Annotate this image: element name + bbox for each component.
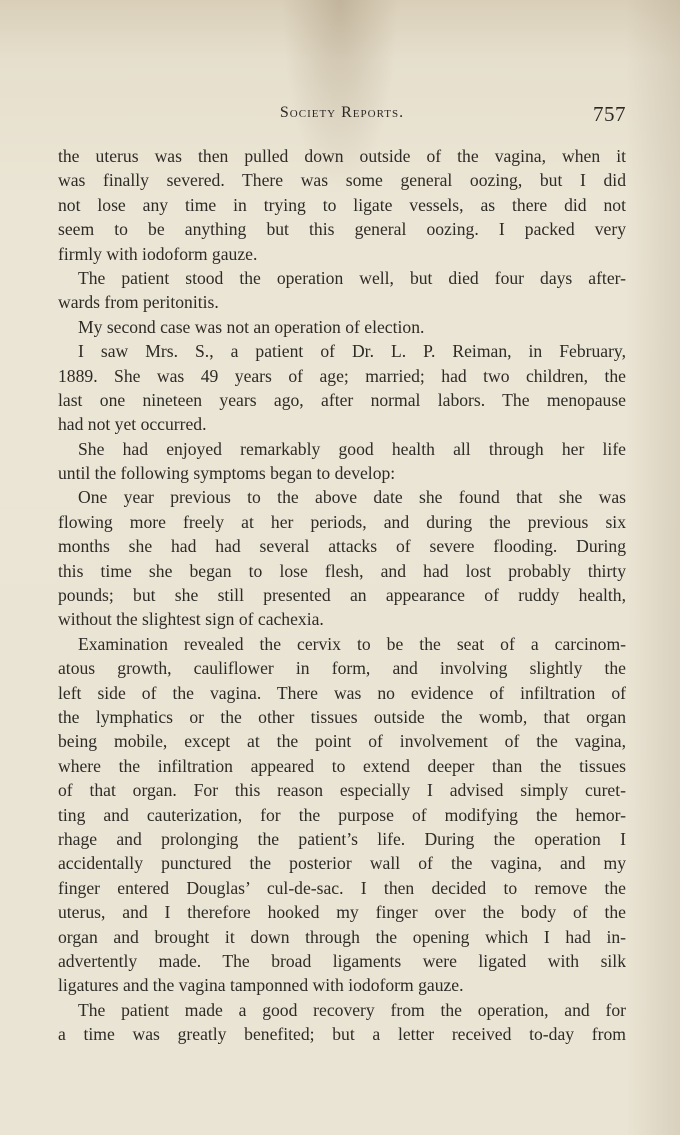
- text-line: of that organ. For this reason especially I advised simply curet-: [58, 780, 626, 801]
- text-line: The patient made a good recovery from the operation, and for: [78, 999, 626, 1020]
- text-line: advertently made. The broad ligaments were ligated with silk: [58, 950, 626, 971]
- text-line: One year previous to the above date she found that she was: [78, 487, 626, 508]
- text-line: flowing more freely at her periods, and during the previous six: [58, 511, 626, 532]
- text-line: finger entered Douglas’ cul-de-sac. I then decided to remove the: [58, 877, 626, 898]
- text-line: She had enjoyed remarkably good health all through her life: [78, 438, 626, 459]
- text-line: left side of the vagina. There was no evidence of infiltration of: [58, 682, 626, 703]
- text-line: had not yet occurred.: [58, 414, 207, 435]
- text-line: My second case was not an operation of election.: [78, 316, 425, 337]
- running-title: Society Reports.: [279, 104, 405, 121]
- text-line: wards from peritonitis.: [58, 292, 219, 313]
- text-line: this time she began to lose flesh, and had lost probably thirty: [58, 560, 626, 581]
- text-line: was finally severed. There was some general oozing, but I did: [58, 170, 626, 191]
- text-line: ligatures and the vagina tamponned with iodoform gauze.: [58, 975, 464, 996]
- text-line: atous growth, cauliflower in form, and involving slightly the: [58, 658, 626, 679]
- text-line: the lymphatics or the other tissues outside the womb, that organ: [58, 706, 626, 727]
- text-line: pounds; but she still presented an appearance of ruddy health,: [58, 585, 626, 606]
- text-line: firmly with iodoform gauze.: [58, 243, 258, 264]
- page-number: 757: [593, 102, 626, 126]
- text-line: a time was greatly benefited; but a letter received to-day from: [58, 1024, 626, 1045]
- text-line: accidentally punctured the posterior wall of the vagina, and my: [58, 853, 626, 874]
- text-line: ting and cauterization, for the purpose of modifying the hemor-: [58, 804, 626, 825]
- text-line: I saw Mrs. S., a patient of Dr. L. P. Reiman, in February,: [78, 341, 626, 362]
- body-text: [58, 144, 626, 1046]
- text-line: 1889. She was 49 years of age; married; had two children, the: [58, 365, 626, 386]
- text-line: months she had had several attacks of severe flooding. During: [58, 536, 626, 557]
- text-line: rhage and prolonging the patient’s life. During the operation I: [58, 828, 626, 849]
- page-header: [58, 100, 626, 130]
- text-line: where the infiltration appeared to extend deeper than the tissues: [58, 755, 626, 776]
- text-line: last one nineteen years ago, after normal labors. The menopause: [58, 389, 626, 410]
- text-line: organ and brought it down through the opening which I had in-: [58, 926, 626, 947]
- text-line: being mobile, except at the point of involvement of the vagina,: [58, 731, 626, 752]
- text-line: seem to be anything but this general oozing. I packed very: [58, 219, 626, 240]
- text-line: Examination revealed the cervix to be the seat of a carcinom-: [78, 633, 626, 654]
- text-line: The patient stood the operation well, but died four days after-: [78, 267, 626, 288]
- text-line: uterus, and I therefore hooked my finger over the body of the: [58, 902, 626, 923]
- text-line: not lose any time in trying to ligate vessels, as there did not: [58, 194, 626, 215]
- text-line: without the slightest sign of cachexia.: [58, 609, 324, 630]
- text-line: until the following symptoms began to develop:: [58, 463, 396, 484]
- text-line: the uterus was then pulled down outside of the vagina, when it: [58, 146, 626, 166]
